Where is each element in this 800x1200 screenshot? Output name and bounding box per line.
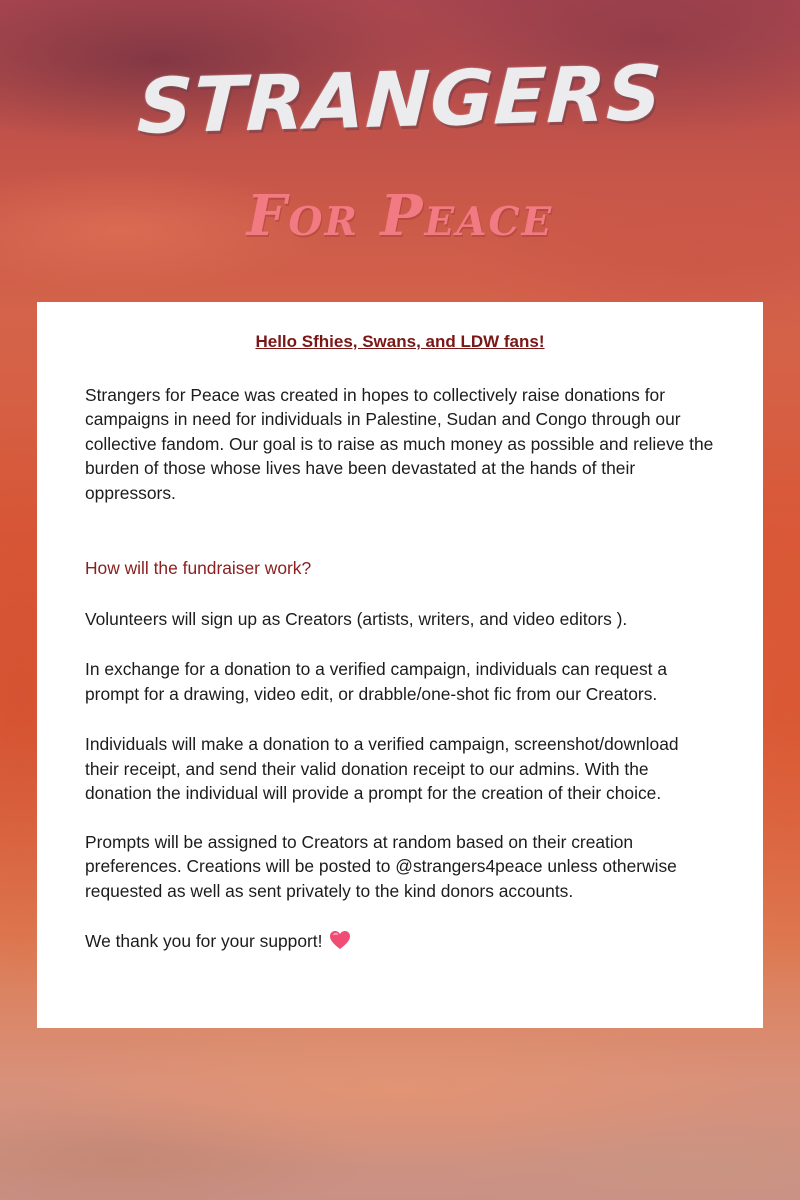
paragraph-donation-process: Individuals will make a donation to a verified campaign, screenshot/download their receipt, and send their valid donation receipt to our admins. With the donation the individual will provide a prompt for the creation of their choice.: [85, 734, 679, 803]
closing-line: [85, 929, 715, 957]
paragraph-volunteers: Volunteers will sign up as Creators (artists, writers, and video editors ).: [85, 608, 628, 629]
logo-title-strangers: STRANGERS: [135, 48, 665, 151]
greeting-heading: Hello Sfhies, Swans, and LDW fans!: [255, 332, 545, 351]
logo-subtitle-for-peace: For Peace: [246, 183, 554, 249]
intro-paragraph: Strangers for Peace was created in hopes to collectively raise donations for campaigns in need for individuals in Palestine, Sudan and Congo through our collective fandom. Our goal is to raise as much money as possible and relieve the burden of those whose lives have been devastated at the hands of their oppressors.: [85, 384, 714, 503]
section-heading: How will the fundraiser work?: [85, 558, 312, 578]
paragraph-prompts: Prompts will be assigned to Creators at random based on their creation preferences. Creations will be posted to @strangers4peace unless otherwise requested as well as sent privately to the kind donors accounts.: [85, 831, 677, 901]
closing-text: We thank you for your support!: [85, 931, 323, 951]
heart-icon: [329, 930, 351, 957]
paragraph-exchange: In exchange for a donation to a verified campaign, individuals can request a prompt for a drawing, video edit, or drabble/one-shot fic from our Creators.: [85, 659, 667, 704]
logo: [0, 48, 800, 151]
info-card: [37, 302, 763, 1028]
